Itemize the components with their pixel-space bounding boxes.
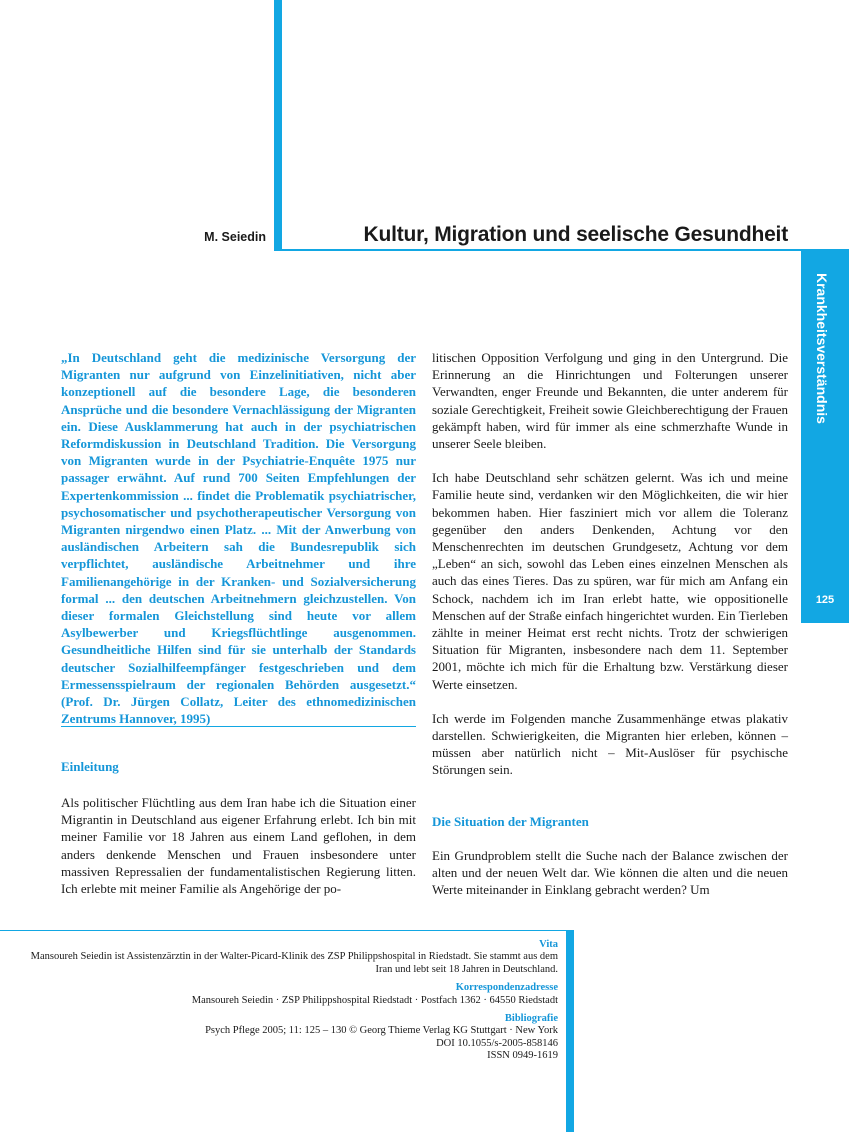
info-box [20,939,558,1069]
info-box-rule [0,930,566,931]
paragraph: Ein Grundproblem stellt die Suche nach der Balance zwischen der alten und der neuen Welt dar. Wie können die alten und die neuen Werte miteinander in Einklang gebracht werden? Um [432,847,788,898]
right-column [432,349,788,898]
section-heading-einleitung: Einleitung [61,759,119,774]
section-heading-situation: Die Situation der Migranten [432,813,589,829]
paragraph: Ich habe Deutschland sehr schätzen gelernt. Was ich und meine Familie heute sind, verdanken wir den Möglichkeiten, die wir hier bekommen haben. Hier fasziniert mich vor allem die Toleranz gegenüber den anders Denkenden, Achtung vor den Menschenrechten im deutschen Grundgesetz, Achtung vor dem „Leben“ an sich, sowohl das Leben eines einzelnen Menschen als auch das eines Tieres. Das zu spüren, war für mich am Anfang ein Schock, nachdem ich im Iran erlebt hatte, wie oppositionelle Menschen auf der Straße einfach hingerichtet wurden. Ein Tierleben zählte in meiner Heimat erst recht nichts. Trotz der schwierigen Situation für Migranten, insbesondere nach dem 11. September 2001, möchte ich mich für die Erhaltung bzw. Verstärkung dieser Werte einsetzen. [432,470,788,692]
vita-text: Mansoureh Seiedin ist Assistenzärztin in der Walter-Picard-Klinik des ZSP Philippshospital in Riedstadt. Sie stammt aus dem Iran und lebt seit 18 Jahren in Deutschland. [30,951,558,975]
correspondence-label: Korrespondenzadresse [455,982,558,994]
doi-line: DOI 10.1055/s-2005-858146 [436,1037,558,1049]
section-side-tab [801,251,849,623]
header-rule [274,249,849,251]
paragraph: litischen Opposition Verfolgung und ging in den Untergrund. Die Erinnerung an die Hinrichtungen und Folterungen unserer Verwandten, enger Freunde und Bekannten, die unter anderem für soziale Gerechtigkeit, Freiheit sowie Gleichberechtigung der Frauen gekämpft haben, wird für immer als eine schmerzhafte Wunde in unserer Seele bleiben. [432,350,788,452]
section-label: Krankheitsverständnis [814,273,830,424]
top-accent-bar [274,0,282,250]
bibliography-label: Bibliografie [504,1013,558,1025]
page-number: 125 [815,594,835,606]
issn-line: ISSN 0949-1619 [487,1050,558,1062]
vita-label: Vita [539,939,558,950]
article-title: Kultur, Migration und seelische Gesundheit [363,223,788,246]
author-name: M. Seiedin [204,230,266,244]
einleitung-paragraph: Als politischer Flüchtling aus dem Iran habe ich die Situation einer Migrantin in Deutschland aus eigener Erfahrung erlebt. Ich bin mit meiner Familie vor 18 Jahren aus einem Land geflohen, in dem anders denkende Menschen und Frauen insbesondere unter massiven Repressalien der fundamentalistischen Regierung litten. Ich erlebte mit meiner Familie als Angehörige der po- [61,795,416,897]
info-box-accent-bar [566,930,574,1132]
intro-quote: „In Deutschland geht die medizinische Versorgung der Migranten nur aufgrund von Einzelinitiativen, nicht aber konzeptionell auf die besondere Lage, die besonderen Ansprüche und die besondere Vernachlässigung der Migranten ein. Diese Ausklammerung hat auch in der psychiatrischen Reformdiskussion in Deutschland Tradition. Die Versorgung von Migranten wurde in der Psychiatrie-Enquête 1975 nur passager erwähnt. Auf rund 700 Seiten Empfehlungen der Expertenkommission ... findet die Problematik psychiatrischer, psychosomatischer und psychotherapeutischer Versorgung von Migranten nirgendwo einen Platz. ... Mit der Anwerbung von ausländischen Arbeitern sah die Bundesrepublik sich verpflichtet, ausländische Arbeitnehmer und ihre Familienangehörige in der Kranken- und Sozialversicherung formal ... den deutschen Arbeitnehmern gleichzustellen. Von dieser formalen Gleichstellung sind heute vor allem Asylbewerber und Kriegsflüchtlinge ausgenommen. Gesundheitliche Hilfen sind für sie unterhalb der Standards deutscher Sozialhilfeempfänger festgeschrieben und dem Ermessensspielraum der regionalen Behörden ausgesetzt.“ (Prof. Dr. Jürgen Collatz, Leiter des ethnomedizinischen Zentrums Hannover, 1995) [61,350,416,727]
paragraph: Ich werde im Folgenden manche Zusammenhänge etwas plakativ darstellen. Schwierigkeiten, die Migranten hier erleben, können – müssen aber natürlich nicht – Mit-Auslöser für psychische Störungen sein. [432,710,788,778]
correspondence-text: Mansoureh Seiedin · ZSP Philippshospital Riedstadt · Postfach 1362 · 64550 Riedstadt [191,994,558,1006]
bibliography-line: Psych Pflege 2005; 11: 125 – 130 © Georg Thieme Verlag KG Stuttgart · New York [205,1025,558,1037]
quote-divider [61,726,416,727]
